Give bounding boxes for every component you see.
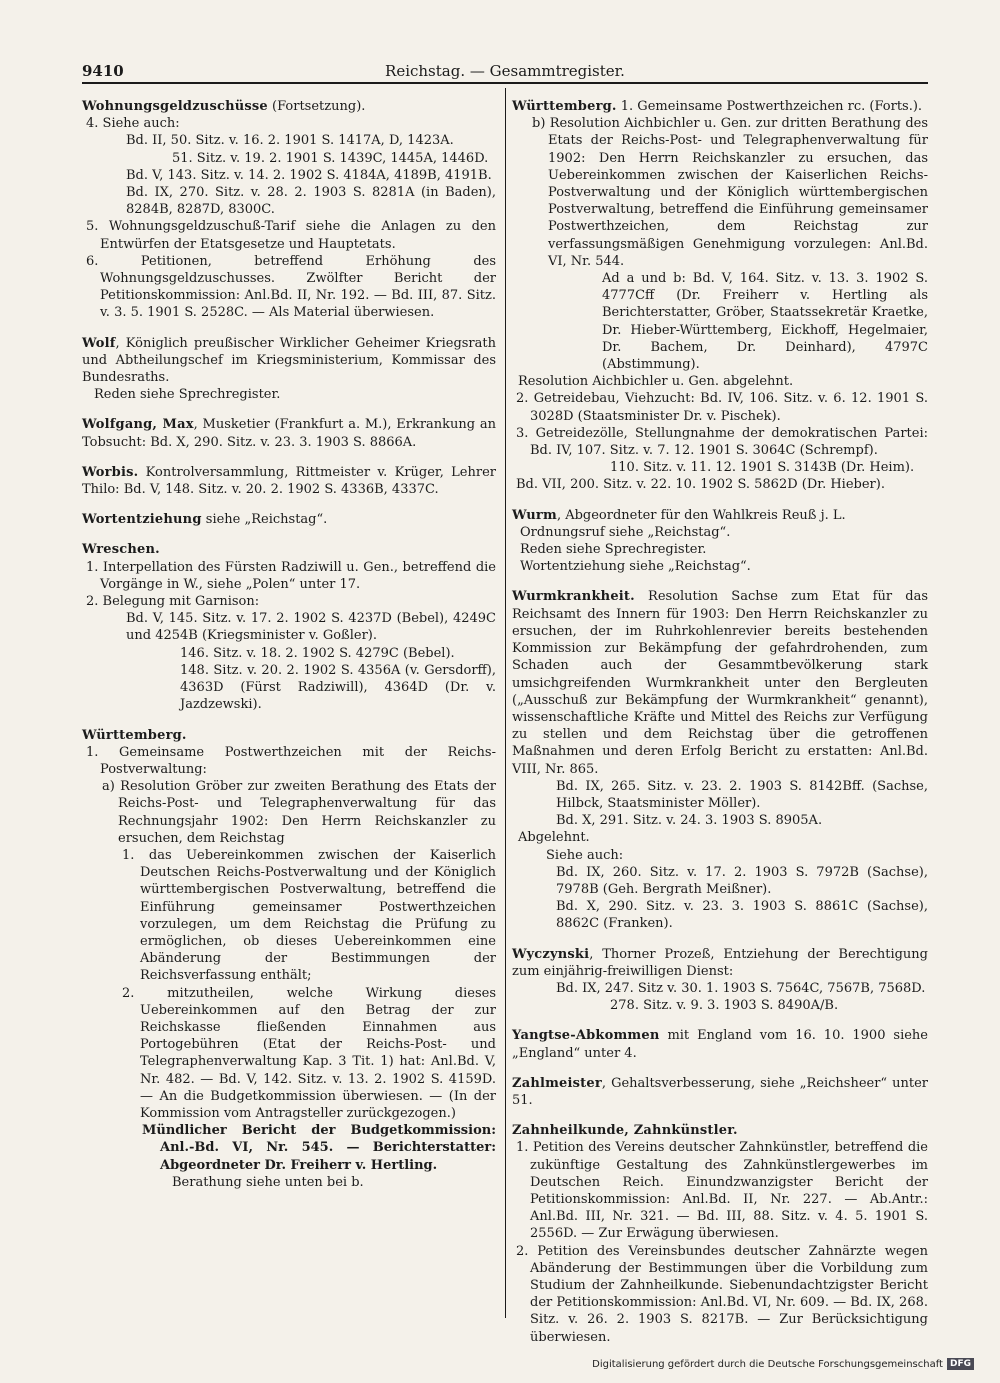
entry-line: Resolution Aichbichler u. Gen. abgelehnt. [518, 374, 794, 390]
entry-wurmkrankheit [512, 588, 928, 932]
entry-line: Reden siehe Sprechregister. [520, 542, 707, 558]
right-column [512, 98, 928, 1345]
entry-line: 4. Siehe auch: [86, 116, 180, 132]
entry-wyczynski [512, 946, 928, 1015]
entry-line: Bd. VII, 200. Sitz. v. 22. 10. 1902 S. 5862D (Dr. Hieber). [516, 477, 885, 493]
entry-heading: Wohnungsgeldzuschüsse [82, 99, 268, 114]
page-number: 9410 [82, 62, 124, 80]
entry-line: 6. Petitionen, betreffend Erhöhung des Wohnungsgeldzuschusses. Zwölfter Bericht der Petitionskommission: Anl.Bd. II, Nr. 192. — Bd. III, 87. Sitz. v. 3. 5. 1901 S. 2528C. — Als Material überwiesen. [86, 253, 496, 321]
entry-line: 51. Sitz. v. 19. 2. 1901 S. 1439C, 1445A, 1446D. [172, 150, 489, 166]
entry-yangtse-abkommen [512, 1027, 928, 1061]
entry-wolfgang [82, 416, 496, 450]
entry-wortentziehung [82, 511, 496, 528]
entry-heading: Württemberg. [82, 727, 187, 743]
entry-heading: Wolf [82, 335, 116, 351]
entry-line: Ad a und b: Bd. V, 164. Sitz. v. 13. 3. 1902 S. 4777Cff (Dr. Freiherr v. Hertling als Berichterstatter, Gröber, Staatssekretär Kraetke, Dr. Hieber-Württemberg, Eickhoff, Hegelmaier, Dr. Bachem, Dr. Deinhard), 4797C (Abstimmung). [602, 271, 928, 373]
header-rule [82, 82, 928, 84]
entry-text: , Gehaltsverbesserung, siehe „Reichsheer“ unter 51. [512, 1075, 928, 1108]
column-divider [505, 88, 506, 1318]
entry-wuerttemberg [82, 727, 496, 1191]
entry-text: Resolution Sachse zum Etat für das Reichsamt des Innern für 1903: Den Herrn Reichskanzler zu ersuchen, der im Ruhrkohlenrevier bereits bestehenden Kommission zur Bekämpfung der gefahrdrohenden, zum Schaden auch der Gesammtbevölkerung stark umsichgreifenden Wurmkrankheit unter den Bergleuten („Ausschuß zur Bekämpfung der Wurmkrankheit“ genannt), wissenschaftliche Kräfte und Mittel des Reichs zur Verfügung zu stellen und dem Reichstag über die getroffenen Maßnahmen und deren Erfolg Bericht zu erstatten: Anl.Bd. VIII, Nr. 865. [512, 589, 928, 777]
entry-heading: Worbis. [82, 464, 139, 480]
entry-text: siehe „Reichstag“. [201, 512, 328, 528]
entry-heading: Wurmkrankheit. [512, 589, 635, 605]
entry-line: 146. Sitz. v. 18. 2. 1902 S. 4279C (Bebel). [180, 645, 455, 661]
entry-line: 1. Interpellation des Fürsten Radziwill u. Gen., betreffend die Vorgänge in W., siehe „Polen“ unter 17. [86, 559, 496, 592]
entry-heading-tail: (Fortsetzung). [267, 99, 366, 114]
entry-line: Bd. IX, 265. Sitz. v. 23. 2. 1903 S. 8142Bff. (Sachse, Hilbck, Staatsminister Möller). [556, 778, 928, 811]
entry-text: mit England vom 16. 10. 1900 siehe „England“ unter 4. [512, 1028, 928, 1061]
entry-line: 2. Petition des Vereinsbundes deutscher Zahnärzte wegen Abänderung der Bestimmungen über die Vorbildung zum Studium der Zahnheilkunde. Siebenundachtzigster Bericht der Petitionskommission: Anl.Bd. VI, Nr. 609. — Bd. IX, 268. Sitz. v. 26. 2. 1903 S. 8217B. — Zur Berücksichtigung überwiesen. [516, 1243, 928, 1345]
entry-line: 2. Belegung mit Garnison: [86, 594, 260, 610]
entry-wuerttemberg-continued [512, 98, 928, 494]
entry-heading: Wurm [512, 507, 557, 523]
entry-line: Bd. X, 291. Sitz. v. 24. 3. 1903 S. 8905A. [556, 813, 823, 829]
entry-heading: Zahlmeister [512, 1075, 602, 1091]
entry-line: 3. Getreidezölle, Stellungnahme der demokratischen Partei: Bd. IV, 107. Sitz. v. 7. 12. 1901 S. 3064C (Schrempf). [516, 425, 928, 459]
page-header [82, 60, 928, 82]
entry-text: 1. Gemeinsame Postwerthzeichen rc. (Forts.). [616, 99, 923, 114]
entry-wolf [82, 335, 496, 404]
entry-line: 278. Sitz. v. 9. 3. 1903 S. 8490A/B. [610, 998, 839, 1014]
entry-text: , Musketier (Frankfurt a. M.), Erkrankung an Tobsucht: Bd. X, 290. Sitz. v. 23. 3. 1903 S. 8866A. [82, 417, 496, 450]
entry-line: Bd. II, 50. Sitz. v. 16. 2. 1901 S. 1417A, D, 1423A. [126, 133, 454, 149]
entry-text: Kontrolversammlung, Rittmeister v. Krüger, Lehrer Thilo: Bd. V, 148. Sitz. v. 20. 2. 1902 S. 4336B, 4337C. [82, 464, 496, 498]
entry-wohnungsgeldzuschuesse [82, 98, 496, 322]
entry-zahnheilkunde [512, 1122, 928, 1346]
entry-line: Bd. IX, 270. Sitz. v. 28. 2. 1903 S. 8281A (in Baden), 8284B, 8287D, 8300C. [126, 185, 496, 218]
entry-line: 5. Wohnungsgeldzuschuß-Tarif siehe die Anlagen zu den Entwürfen der Etatsgesetze und Hauptetats. [86, 219, 496, 252]
entry-line: a) Resolution Gröber zur zweiten Berathung des Etats der Reichs-Post- und Telegraphenverwaltung für das Rechnungsjahr 1902: Den Herrn Reichskanzler zu ersuchen, dem Reichstag [102, 779, 496, 846]
entry-line: 1. Gemeinsame Postwerthzeichen mit der Reichs-Postverwaltung: [86, 744, 496, 777]
entry-line: Berathung siehe unten bei b. [172, 1174, 364, 1190]
digitization-credit [592, 1358, 974, 1370]
dfg-logo-icon: DFG [947, 1358, 974, 1370]
entry-heading: Wyczynski [512, 946, 590, 962]
entry-zahlmeister [512, 1075, 928, 1109]
entry-line: Bd. V, 143. Sitz. v. 14. 2. 1902 S. 4184A, 4189B, 4191B. [126, 167, 492, 183]
entry-line: Ordnungsruf siehe „Reichstag“. [520, 524, 731, 540]
entry-text: , Königlich preußischer Wirklicher Geheimer Kriegsrath und Abtheilungschef im Kriegsministerium, Kommissar des Bundesraths. [82, 335, 496, 386]
entry-heading: Wolfgang, Max [82, 417, 194, 433]
entry-line: Bd. X, 290. Sitz. v. 23. 3. 1903 S. 8861C (Sachse), 8862C (Franken). [556, 899, 928, 932]
entry-text: , Thorner Prozeß, Entziehung der Berechtigung zum einjährig-freiwilligen Dienst: [512, 946, 928, 979]
entry-wreschen [82, 541, 496, 713]
entry-line: Bd. IX, 260. Sitz. v. 17. 2. 1903 S. 7972B (Sachse), 7978B (Geh. Bergrath Meißner). [556, 864, 928, 897]
credit-text: Digitalisierung gefördert durch die Deutsche Forschungsgemeinschaft [592, 1358, 943, 1370]
entry-line: 2. mitzutheilen, welche Wirkung dieses Uebereinkommen auf den Betrag der zur Reichskasse fließenden Einnahmen aus Portogebühren (Etat der Reichs-Post- und Telegraphenverwaltung Kap. 3 Tit. 1) hat: Anl.Bd. V, Nr. 482. — Bd. V, 142. Sitz. v. 13. 2. 1902 S. 4159D. — An die Budgetkommission überwiesen. — (In der Kommission vom Antragsteller zurückgezogen.) [122, 985, 496, 1121]
left-column [82, 98, 496, 1320]
entry-line: Reden siehe Sprechregister. [94, 387, 281, 403]
running-title: Reichstag. — Gesammtregister. [385, 62, 625, 80]
entry-wurm [512, 507, 928, 576]
entry-heading: Wortentziehung [82, 512, 202, 528]
entry-line: 1. Petition des Vereins deutscher Zahnkünstler, betreffend die zukünftige Gestaltung des Zahnkünstlergewerbes im Deutschen Reich. Einundzwanzigster Bericht der Petitionskommission: Anl.Bd. II, Nr. 227. — Ab.Antr.: Anl.Bd. III, Nr. 321. — Bd. III, 88. Sitz. v. 4. 5. 1901 S. 2556D. — Zur Erwägung überwiesen. [516, 1140, 928, 1242]
entry-line: b) Resolution Aichbichler u. Gen. zur dritten Berathung des Etats der Reichs-Post- und Telegraphenverwaltung für 1902: Den Herrn Reichskanzler zu ersuchen, das Uebereinkommen zwischen der Kaiserlichen Reichs-Postverwaltung und der Königlich württembergischen Postverwaltung, betreffend die Einführung gemeinsamer Postwerthzeichen, dem Reichstag zur verfassungsmäßigen Genehmigung vorzulegen: Anl.Bd. VI, Nr. 544. [532, 116, 928, 269]
entry-heading: Yangtse-Abkommen [512, 1028, 660, 1044]
entry-worbis [82, 464, 496, 498]
entry-heading: Württemberg. [512, 99, 617, 114]
entry-line: Bd. IX, 247. Sitz v. 30. 1. 1903 S. 7564C, 7567B, 7568D. [556, 980, 926, 996]
entry-line: 2. Getreidebau, Viehzucht: Bd. IV, 106. Sitz. v. 6. 12. 1901 S. 3028D (Staatsminister Dr. v. Pischek). [516, 391, 928, 424]
entry-line: 1. das Uebereinkommen zwischen der Kaiserlich Deutschen Reichs-Postverwaltung und der Königlich württembergischen Postverwaltung, betreffend die Einführung gemeinsamer Postwerthzeichen vorzulegen, um dem Reichstag die Prüfung zu ermöglichen, ob dieses Uebereinkommen eine Abänderung der Bestimmungen der Reichsverfassung enthält; [122, 847, 496, 984]
entry-text: , Abgeordneter für den Wahlkreis Reuß j. L. [556, 507, 846, 523]
entry-heading: Wreschen. [82, 542, 160, 558]
entry-line: Mündlicher Bericht der Budgetkommission: Anl.-Bd. VI, Nr. 545. — Berichterstatter: Abgeordneter Dr. Freiherr v. Hertling. [142, 1123, 496, 1173]
entry-line: Siehe auch: [546, 847, 624, 863]
entry-line: Abgelehnt. [518, 830, 590, 846]
entry-line: Wortentziehung siehe „Reichstag“. [520, 559, 751, 575]
entry-line: 110. Sitz. v. 11. 12. 1901 S. 3143B (Dr. Heim). [610, 460, 915, 476]
entry-line: Bd. V, 145. Sitz. v. 17. 2. 1902 S. 4237D (Bebel), 4249C und 4254B (Kriegsminister v. Goßler). [126, 611, 496, 644]
entry-line: 148. Sitz. v. 20. 2. 1902 S. 4356A (v. Gersdorff), 4363D (Fürst Radziwill), 4364D (Dr. v. Jazdzewski). [180, 662, 496, 713]
entry-heading: Zahnheilkunde, Zahnkünstler. [512, 1123, 738, 1139]
